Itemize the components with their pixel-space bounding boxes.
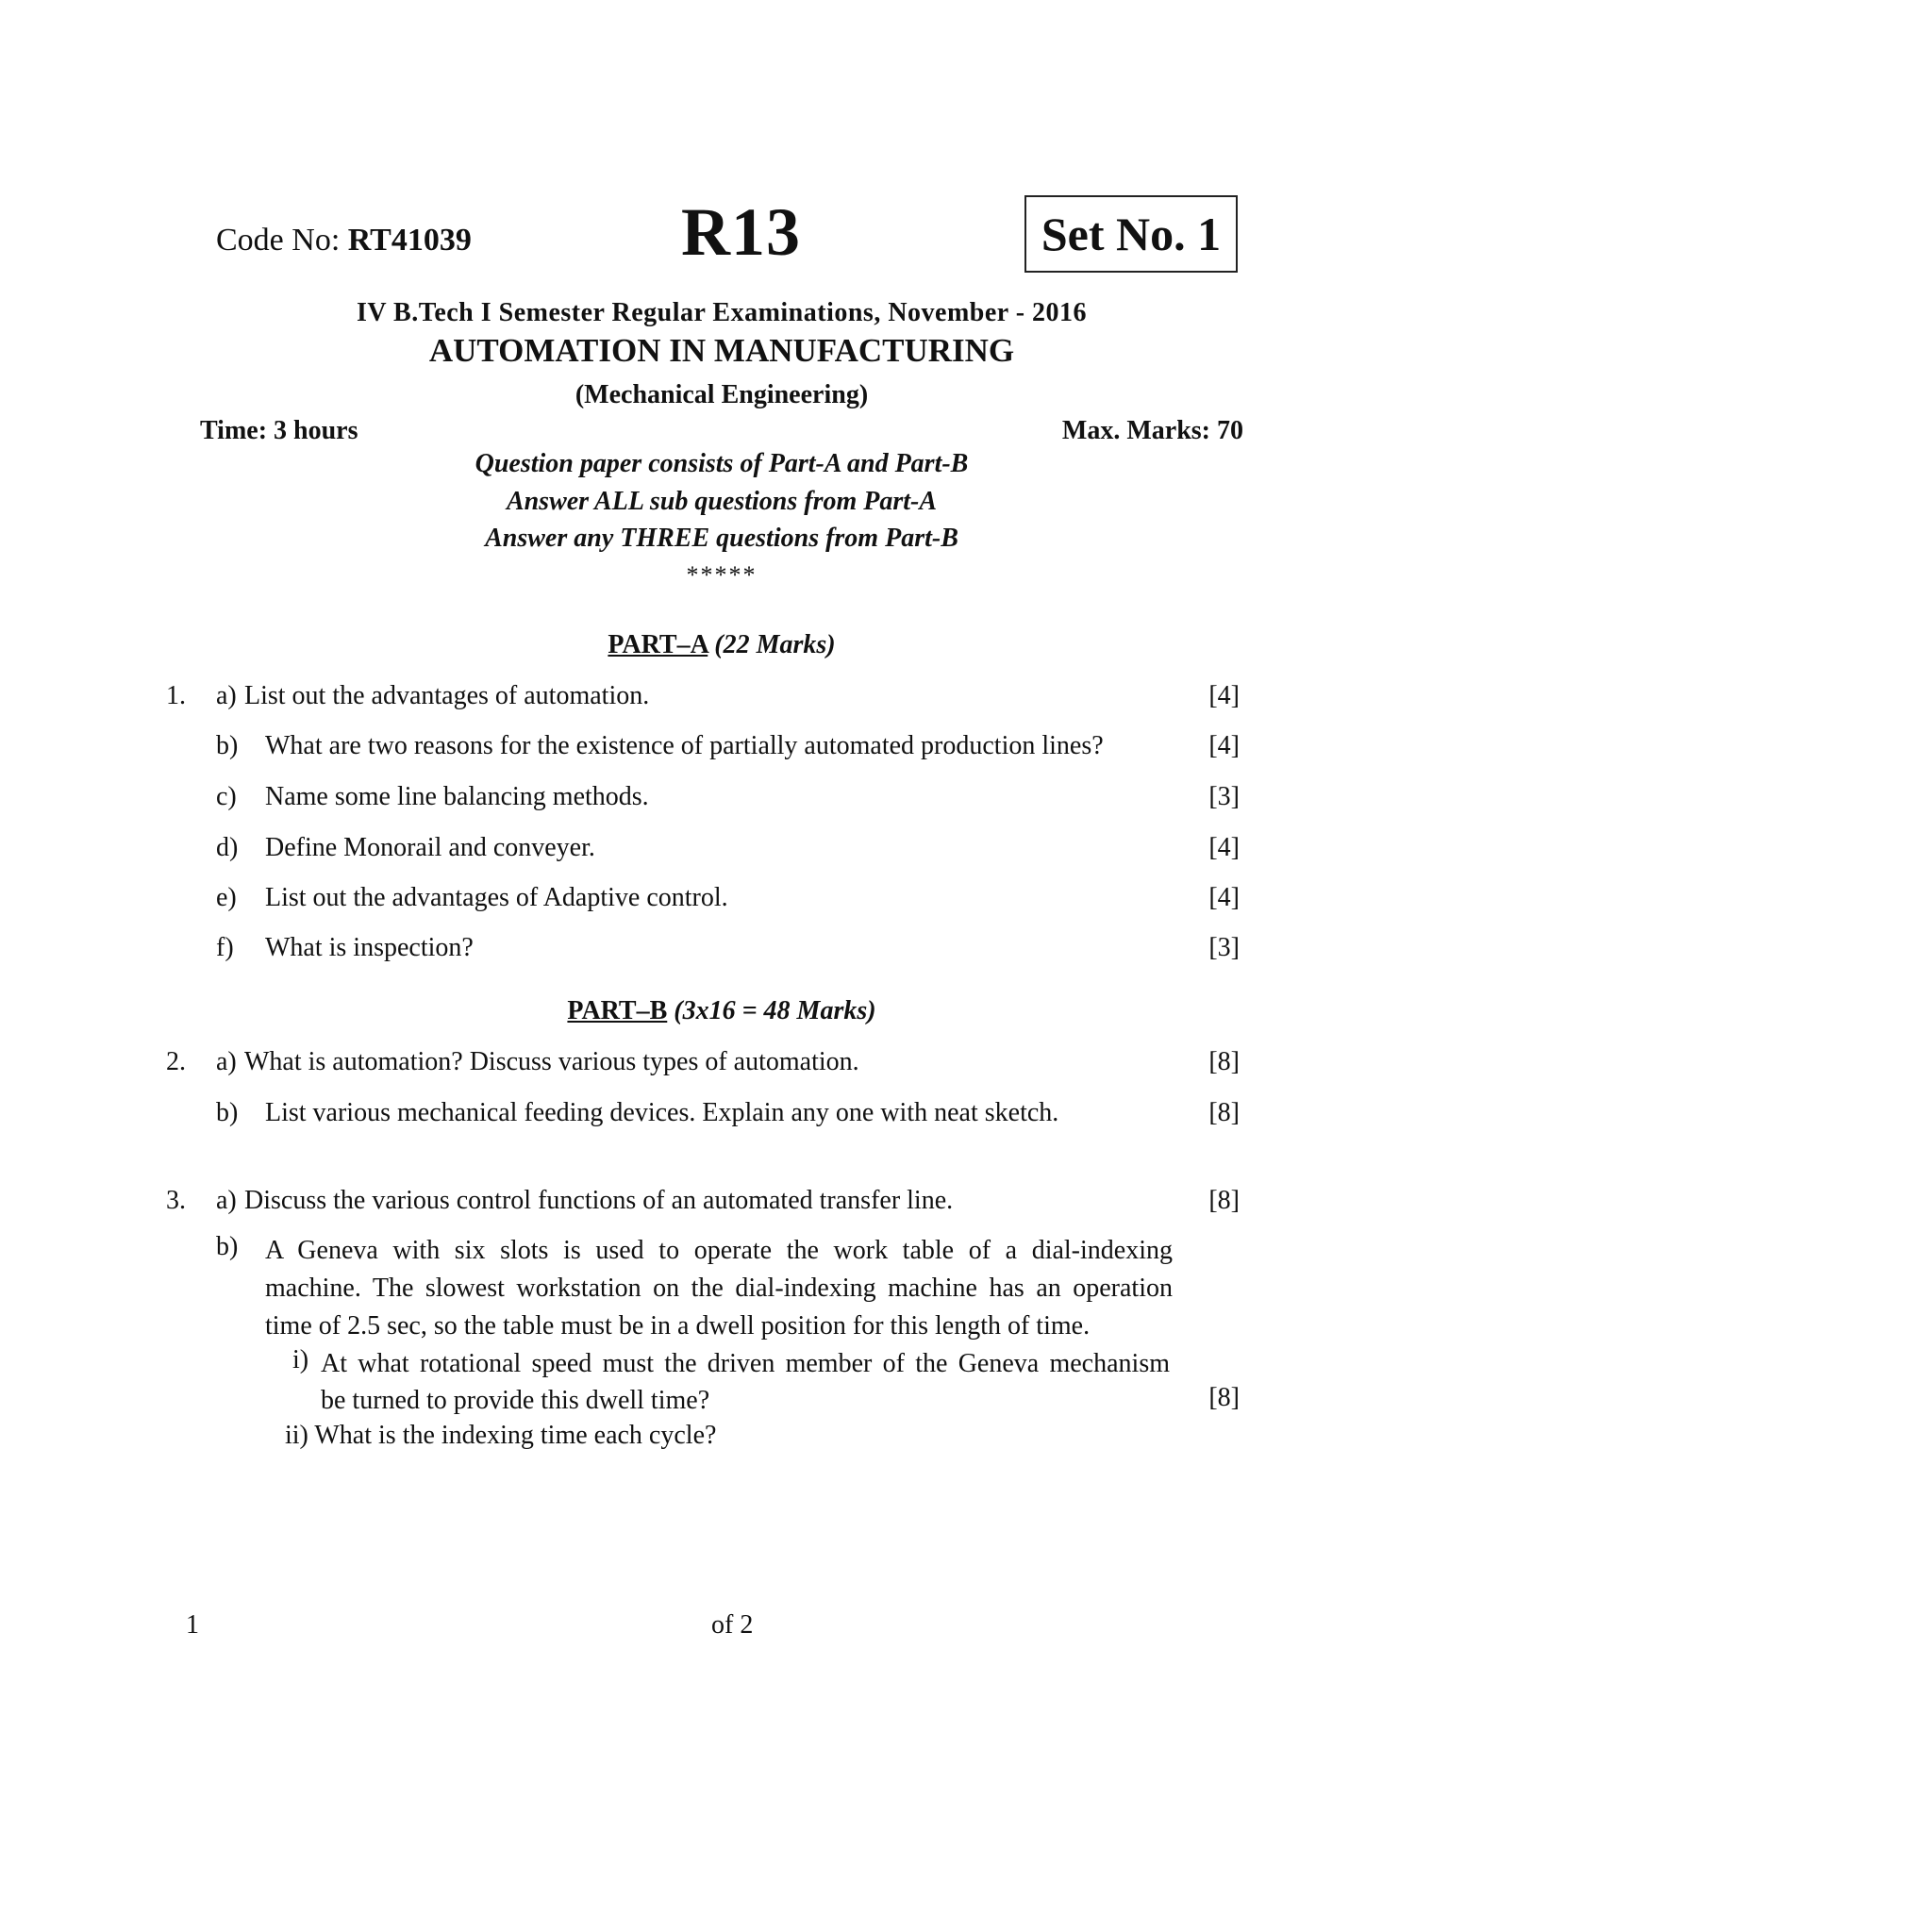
max-marks: Max. Marks: 70	[1061, 416, 1243, 445]
question-marks: [4]	[1208, 681, 1240, 710]
question-label: e)	[216, 883, 237, 912]
sub-question-label: i)	[292, 1345, 309, 1374]
question-text: Name some line balancing methods.	[265, 782, 649, 811]
page-total: of 2	[711, 1610, 754, 1640]
exam-title: IV B.Tech I Semester Regular Examinations, November - 2016	[356, 298, 1088, 327]
part-a-title: PART–A	[608, 630, 708, 659]
question-label: a)	[216, 681, 237, 710]
question-text: Discuss the various control functions of an automated transfer line.	[244, 1186, 954, 1215]
question-label: b)	[216, 1098, 239, 1127]
question-text: What is automation? Discuss various types of automation.	[244, 1047, 859, 1076]
set-number: Set No. 1	[1041, 208, 1222, 260]
part-b-marks: (3x16 = 48 Marks)	[674, 996, 876, 1025]
question-number: 2.	[166, 1047, 186, 1076]
question-text: List out the advantages of Adaptive control.	[265, 883, 728, 912]
page-number: 1	[186, 1610, 199, 1640]
question-label: b)	[216, 731, 239, 760]
code-label: Code No:	[216, 223, 341, 258]
instruction-line: Answer ALL sub questions from Part-A	[506, 487, 938, 516]
question-label: a)	[216, 1186, 237, 1215]
paragraph-line: A Geneva with six slots is used to operate the work table of a dial-indexing	[265, 1236, 1173, 1265]
question-marks: [3]	[1208, 782, 1240, 811]
code-value: RT41039	[347, 223, 472, 258]
question-marks: [8]	[1208, 1098, 1240, 1127]
regulation-label: R13	[681, 194, 801, 270]
paragraph-line: machine. The slowest workstation on the dial-indexing machine has an operation	[265, 1274, 1173, 1303]
question-marks: [8]	[1208, 1186, 1240, 1215]
question-label: d)	[216, 833, 239, 862]
question-marks: [8]	[1208, 1383, 1240, 1412]
question-marks: [3]	[1208, 933, 1240, 962]
question-label: c)	[216, 782, 237, 811]
sub-question-text: ii) What is the indexing time each cycle?	[285, 1421, 717, 1450]
question-text: Define Monorail and conveyer.	[265, 833, 595, 862]
question-marks: [4]	[1208, 731, 1240, 760]
branch-name: (Mechanical Engineering)	[575, 380, 869, 409]
sub-question-text	[321, 1345, 1170, 1419]
subject-title: AUTOMATION IN MANUFACTURING	[428, 332, 1015, 369]
question-text: What are two reasons for the existence of partially automated production lines?	[265, 731, 1104, 760]
question-paragraph	[265, 1232, 1173, 1345]
question-text: List various mechanical feeding devices. Explain any one with neat sketch.	[265, 1098, 1059, 1127]
sub-question-line: At what rotational speed must the driven member of the Geneva mechanism	[321, 1349, 1170, 1378]
question-text: List out the advantages of automation.	[244, 681, 650, 710]
paragraph-line: time of 2.5 sec, so the table must be in a dwell position for this length of time.	[265, 1311, 1091, 1341]
question-number: 3.	[166, 1186, 186, 1215]
question-marks: [8]	[1208, 1047, 1240, 1076]
question-label: f)	[216, 933, 234, 962]
code-number	[216, 223, 472, 258]
exam-time: Time: 3 hours	[200, 416, 358, 445]
part-a-marks: (22 Marks)	[714, 630, 836, 659]
part-a-heading	[0, 630, 1443, 660]
question-number: 1.	[166, 681, 186, 710]
question-marks: [4]	[1208, 833, 1240, 862]
question-text: What is inspection?	[265, 933, 474, 962]
part-b-heading	[0, 996, 1443, 1026]
part-b-title: PART–B	[567, 996, 668, 1025]
set-number-box	[1024, 195, 1238, 273]
instruction-line: Answer any THREE questions from Part-B	[485, 524, 958, 553]
question-marks: [4]	[1208, 883, 1240, 912]
question-label: b)	[216, 1232, 239, 1261]
sub-question-line: be turned to provide this dwell time?	[321, 1386, 710, 1415]
instruction-line: Question paper consists of Part-A and Part-B	[475, 449, 969, 478]
question-label: a)	[216, 1047, 237, 1076]
separator: *****	[686, 561, 758, 589]
